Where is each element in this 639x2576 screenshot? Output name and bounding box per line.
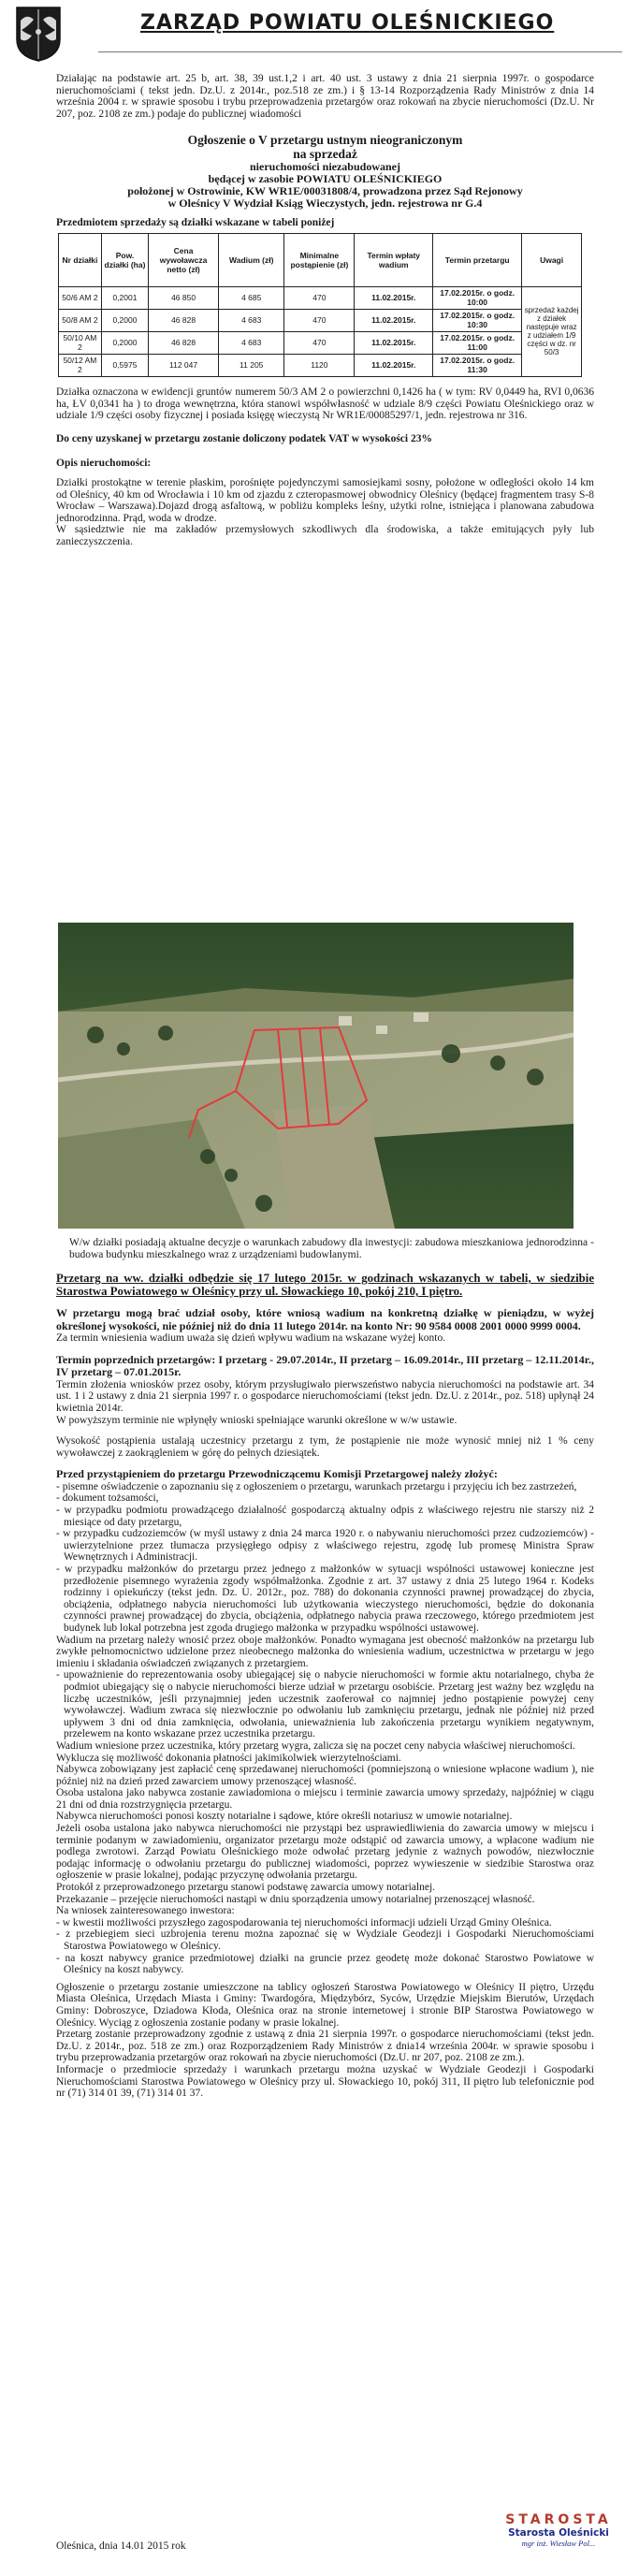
list-item: - upoważnienie do reprezentowania osoby ubiegającej się o nabycie nieruchomości w formie aktu notarialnego, chyba że podmiot ubiegający się o nabycie nieruchomości bierze udział w przetargu osobiście. Przetarg jest ważny bez względu na liczbę uczestników, jeśli przynajmniej jeden uczestnik zaoferował co najmniej jedno postąpienie powyżej ceny wywoławczej. Wadium zwraca się niezwłocznie po odwołaniu lub zamknięciu przetargu, jednak nie później niż przed upływem 3 dni od dnia zamknięcia, odwołania, unieważnienia lub zakończenia przetargu wynikiem negatywnym, przelewem na konto wskazane przez uczestnika przetargu. <box>56 1669 594 1740</box>
table-cell: 0,2001 <box>101 286 148 309</box>
deposit-date-paragraph: Za termin wniesienia wadium uważa się dzień wpływu wadium na wskazane wyżej konto. <box>56 1332 446 1345</box>
table-cell: 17.02.2015r. o godz. 11:00 <box>433 331 522 354</box>
auction-place-paragraph: Przetarg na ww. działki odbędzie się 17 lutego 2015r. w godzinach wskazanych w tabeli, w siedzibie Starostwa Powiatowego w Oleśnicy przy ul. Słowackiego 10, pokój 210, I piętro. <box>56 1272 594 1299</box>
table-cell: 470 <box>284 309 355 331</box>
deposit-paragraph: W przetargu mogą brać udział osoby, które wniosą wadium na konkretną działkę w pieniądzu, w wyżej określonej wysokości, nie później niż do dnia 11 lutego 2014r. na konto Nr: 90 9584 0008 2001 0000 9999 0004. <box>56 1306 594 1332</box>
vat-notice: Do ceny uzyskanej w przetargu zostanie doliczony podatek VAT w wysokości 23% <box>56 432 432 444</box>
table-row <box>59 354 582 376</box>
list-item: - na koszt nabywcy granice przedmiotowej działki na gruncie przez geodetę może dokonać Starostwo Powiatowe w Oleśnicy na koszt nabywcy. <box>56 1952 594 1976</box>
description-paragraph: Działki prostokątne w terenie płaskim, porośnięte pojedynczymi samosiejkami sosny, położone w odległości około 14 km od Oleśnicy, 40 km od Wrocławia i 10 km od zjazdu z czteropasmowej obwodnicy Oleśnicy (będącej fragmentem trasy S-8 Wrocław – Warszawa).Dojazd drogą asfaltową, w pobliżu kompleks leśny, użytki rolne, istniejąca i planowana zabudowa jednorodzinna. Prąd, woda w drodze. <box>56 476 594 524</box>
table-cell: 50/8 AM 2 <box>59 309 102 331</box>
signature: mgr inż. Wiesław Pol... <box>521 2539 596 2548</box>
list-item: Jeżeli osoba ustalona jako nabywca nieruchomości nie przystąpi bez usprawiedliwienia do zawarcia umowy w miejscu i terminie podanym w zawiadomieniu, organizator przetargu może odstąpić od zawarcia umowy, a wpłacone wadium nie podlega zwrotowi. Zarząd Powiatu Oleśnickiego może odwołać przetarg jedynie z ważnych powodów, niezwłocznie podając informację o odwołaniu przetargu do publicznej wiadomości, poprzez wywieszenie w siedzibie Starostwa oraz ogłoszenie w prasie lokalnej, podając przyczynę odwołania przetargu. <box>56 1823 594 1882</box>
list-item: - w przypadku małżonków do przetargu przez jednego z małżonków w sytuacji wspólności ustawowej konieczne jest przedłożenie pisemnego wyrażenia zgody współmałżonka. Zgodnie z art. 37 ustawy z dnia 25 lutego 1964 r. Kodeks rodzinny i opiekuńczy (tekst jedn. Dz. U. 2012r., poz. 788) do dokonania czynności prawnej prowadzącej do zbycia, obciążenia, odpłatnego nabycia nieruchomości lub użytkowania wieczystego nieruchomości, będzie do dokonania czynności prawnej prowadzącej do zbycia, obciążenia, odpłatnego nabycia prawa rzeczowego, którego przedmiotem jest budynek lub lokal potrzebna jest zgoda drugiego małżonka w przypadku wspólności ustawowej. <box>56 1564 594 1634</box>
table-cell: 0,5975 <box>101 354 148 376</box>
table-cell: 4 683 <box>219 309 284 331</box>
place-and-date: Oleśnica, dnia 14.01 2015 rok <box>56 2540 186 2552</box>
table-cell: 50/10 AM 2 <box>59 331 102 354</box>
table-cell: 50/12 AM 2 <box>59 354 102 376</box>
list-item: Na wniosek zainteresowanego inwestora: <box>56 1905 235 1917</box>
table-cell: 46 828 <box>149 309 219 331</box>
notice-title-sale: na sprzedaż <box>293 147 357 162</box>
list-item: Przekazanie – przejęcie nieruchomości nastąpi w dniu sporządzenia umowy notarialnej przenoszącej własność. <box>56 1893 535 1905</box>
table-cell: 112 047 <box>149 354 219 376</box>
list-item: Wadium wniesione przez uczestnika, który przetarg wygra, zalicza się na poczet ceny nabycia właściwej nieruchomości. <box>56 1739 575 1752</box>
legal-basis-paragraph: Działając na podstawie art. 25 b, art. 38, 39 ust.1,2 i art. 40 ust. 3 ustawy z dnia 21 sierpnia 1997r. o gospodarce nieruchomościami ( tekst jedn. Dz.U. z 2014r., poz.518 ze zm.) i § 13-14 Rozporządzenia Rady Ministrów z dnia 14 września 2004 r. w sprawie sposobu i trybu przeprowadzenia przetargów oraz rokowań na zbycie nieruchomości (Dz.U. Nr 207, poz. 2108 ze zm.) podaje do publicznej wiadomości <box>56 73 594 120</box>
notice-body-continued <box>56 1237 594 2100</box>
legal-procedure-paragraph: Przetarg zostanie przeprowadzony zgodnie z ustawą z dnia 21 sierpnia 1997r. o gospodarce nieruchomościami (tekst jedn. Dz.U. z 2014r., poz. 518 ze zm.) oraz Rozporządzeniem Rady Ministrów z dnia14 września 2004r. w sprawie sposobu i trybu przeprowadzania przetargów oraz rokowań na zbycie nieruchomości (Dz.U. nr 207, poz. 2108 ze zm.). <box>56 2029 594 2064</box>
table-cell: 4 685 <box>219 286 284 309</box>
column-header: Nr działki <box>59 233 102 286</box>
table-cell: 17.02.2015r. o godz. 10:00 <box>433 286 522 309</box>
document-header <box>0 0 639 73</box>
list-item: Osoba ustalona jako nabywca zostanie zawiadomiona o miejscu i terminie zawarcia umowy sprzedaży, najpóźniej w ciągu 21 dni od dnia rozstrzygnięcia przetargu. <box>56 1787 594 1811</box>
list-item: - w przypadku cudzoziemców (w myśl ustawy z dnia 24 marca 1920 r. o nabywaniu nieruchomości przez cudzoziemców) - uwierzytelnione przez tłumacza przysięgłego odpisy z właściwego rejestru, zgodę lub promesę Ministra Spraw Wewnętrznych i Administracji. <box>56 1528 594 1564</box>
stamp-title: STAROSTA <box>505 2512 612 2527</box>
table-cell: 11.02.2015r. <box>355 331 433 354</box>
notice-subtitle-owner: będącej w zasobie POWIATU OLEŚNICKIEGO <box>208 172 443 186</box>
list-item: Wyklucza się możliwość dokonania płatności jakimikolwiek wierzytelnościami. <box>56 1752 401 1764</box>
table-cell: 11.02.2015r. <box>355 309 433 331</box>
table-cell: 0,2000 <box>101 309 148 331</box>
list-item: - w przypadku podmiotu prowadzącego działalność gospodarczą aktualny odpis z właściwego rejestru nie starszy niż 2 miesiące od daty przetargu, <box>56 1505 594 1528</box>
table-cell: 11.02.2015r. <box>355 286 433 309</box>
aerial-photo <box>58 923 574 1229</box>
remarks-cell: sprzedaż każdej z działek następuje wraz z udziałem 1/9 części w dz. nr 50/3 <box>522 286 582 376</box>
priority-claims-result: W powyższym terminie nie wpłynęły wnioski spełniające warunki określone w w/w ustawie. <box>56 1414 457 1426</box>
table-cell: 46 850 <box>149 286 219 309</box>
table-cell: 1120 <box>284 354 355 376</box>
notice-subtitle-property: nieruchomości niezabudowanej <box>249 160 400 174</box>
bid-step-paragraph: Wysokość postąpienia ustalają uczestnicy przetargu z tym, że postąpienie nie może wynosić mniej niż 1 % ceny wywoławczej z zaokrągleniem w górę do pełnych dziesiątek. <box>56 1435 594 1459</box>
table-cell: 470 <box>284 286 355 309</box>
table-cell: 4 683 <box>219 331 284 354</box>
publication-paragraph: Ogłoszenie o przetargu zostanie umieszczone na tablicy ogłoszeń Starostwa Powiatowego w Oleśnicy II piętro, Urzędu Miasta Oleśnica, Urzędach Miasta i Gminy: Twardogóra, Międzybórz, Syców, Urzędzie Miejskim Bierutów, Urzędach Gminy: Dobroszyce, Dziadowa Kłoda, Oleśnica oraz na stronie internetowej i stronie BIP Starostwa Powiatowego w Oleśnicy. Wyciąg z ogłoszenia zostanie podany w prasie lokalnej. <box>56 1981 594 2029</box>
column-header: Termin wpłaty wadium <box>355 233 433 286</box>
table-cell: 470 <box>284 331 355 354</box>
table-row <box>59 286 582 309</box>
table-cell: 0,2000 <box>101 331 148 354</box>
table-cell: 46 828 <box>149 331 219 354</box>
list-item: Wadium na przetarg należy wnosić przez oboje małżonków. Ponadto wymagana jest obecność małżonków na przetargu lub zwykłe pełnomocnictwo udzielone przez nieobecnego małżonka do wniesienia wadium, uczestnictwa w przetargu w jego imieniu i składania oświadczeń związanych z przetargiem. <box>56 1634 594 1669</box>
shared-road-paragraph: Działka oznaczona w ewidencji gruntów numerem 50/3 AM 2 o powierzchni 0,1426 ha ( w tym: RV 0,0449 ha, RVI 0,0636 ha, ŁV 0,0341 ha ) to droga wewnętrzna, która stanowi współwłasność w udziale 8/9 części Powiatu Oleśnickiego oraz w udziale 1/9 części osoby fizycznej i posiada księgę wieczystą Nr WR1E/00085297/1, jedn. rejestrowa nr 316. <box>56 386 594 422</box>
table-row <box>59 309 582 331</box>
requirements-heading: Przed przystąpieniem do przetargu Przewodniczącemu Komisji Przetargowej należy złożyć: <box>56 1467 498 1481</box>
column-header: Cena wywoławcza netto (zł) <box>149 233 219 286</box>
table-cell: 11 205 <box>219 354 284 376</box>
table-cell: 17.02.2015r. o godz. 10:30 <box>433 309 522 331</box>
stamp-subtitle: Starosta Oleśnicki <box>508 2527 609 2539</box>
column-header: Termin przetargu <box>433 233 522 286</box>
zoning-decision-paragraph: W/w działki posiadają aktualne decyzje o warunkach zabudowy dla inwestycji: zabudowa mieszkaniowa jednorodzinna - budowa budynku mieszkalnego wraz z urządzeniami budowlanymi. <box>69 1237 594 1260</box>
neighbourhood-paragraph: W sąsiedztwie nie ma zakładów przemysłowych szkodliwych dla środowiska, a także emitujących pyły lub zanieczyszczenia. <box>56 524 594 547</box>
column-header: Wadium (zł) <box>219 233 284 286</box>
table-row <box>59 331 582 354</box>
coat-of-arms-icon <box>15 6 62 62</box>
description-heading: Opis nieruchomości: <box>56 458 152 470</box>
requirements-list <box>56 1481 594 1976</box>
list-item: - dokument tożsamości, <box>56 1492 159 1505</box>
table-caption: Przedmiotem sprzedaży są działki wskazane w tabeli poniżej <box>56 217 335 229</box>
column-header: Pow. działki (ha) <box>101 233 148 286</box>
list-item: Nabywca zobowiązany jest zapłacić cenę sprzedawanej nieruchomości (pomniejszoną o wniesione wpłacone wadium ), nie później niż na dzień przed zawarciem umowy przenoszącej własność. <box>56 1764 594 1787</box>
list-item: - z przebiegiem sieci uzbrojenia terenu można zapoznać się w Wydziale Geodezji i Gospodarki Nieruchomościami Starostwa Powiatowego w Oleśnicy. <box>56 1928 594 1952</box>
official-stamp <box>493 2512 624 2548</box>
notice-title: Ogłoszenie o V przetargu ustnym nieograniczonym <box>187 133 463 148</box>
notice-body <box>56 73 594 548</box>
previous-auctions-paragraph: Termin poprzednich przetargów: I przetarg - 29.07.2014r., II przetarg – 16.09.2014r., III przetarg – 12.11.2014r., IV przetarg – 07.01.2015r. <box>56 1352 594 1379</box>
priority-claims-paragraph: Termin złożenia wniosków przez osoby, którym przysługiwało pierwszeństwo nabycia nieruchomości na podstawie art. 34 ust. 1 i 2 ustawy z dnia 21 sierpnia 1997 r. o gospodarce nieruchomościami (tekst jedn. Dz.U. z 2014r., poz. 518) upłynął 24 kwietnia 2014r. <box>56 1378 594 1414</box>
table-cell: 11.02.2015r. <box>355 354 433 376</box>
table-cell: 17.02.2015r. o godz. 11:30 <box>433 354 522 376</box>
column-header: Minimalne postąpienie (zł) <box>284 233 355 286</box>
notice-subtitle-registry: w Oleśnicy V Wydział Ksiąg Wieczystych, jedn. rejestrowa nr G.4 <box>167 196 483 211</box>
list-item: Nabywca nieruchomości ponosi koszty notarialne i sądowe, które określi notariusz w umowie notarialnej. <box>56 1811 513 1823</box>
notice-subtitle-location: położonej w Ostrowinie, KW WR1E/00031808/4, prowadzona przez Sąd Rejonowy <box>127 184 523 198</box>
table-cell: 50/6 AM 2 <box>59 286 102 309</box>
list-item: - pisemne oświadczenie o zapoznaniu się z ogłoszeniem o przetargu, warunkach przetargu i przyjęciu ich bez zastrzeżeń, <box>56 1480 577 1492</box>
header-divider <box>98 51 622 52</box>
table-header-row <box>59 233 582 286</box>
list-item: Protokół z przeprowadzonego przetargu stanowi podstawę zawarcia umowy notarialnej. <box>56 1882 436 1894</box>
header-title: ZARZĄD POWIATU OLEŚNICKIEGO <box>140 11 555 35</box>
column-header: Uwagi <box>522 233 582 286</box>
contact-paragraph: Informacje o przedmiocie sprzedaży i warunkach przetargu można uzyskać w Wydziale Geodezji i Gospodarki Nieruchomościami Starostwa Powiatowego w Oleśnicy przy ul. Słowackiego 10, pokój 311, II piętro lub telefonicznie pod nr (71) 314 01 39, (71) 314 01 37. <box>56 2063 594 2100</box>
parcels-table <box>58 233 582 377</box>
list-item: - w kwestii możliwości przyszłego zagospodarowania tej nieruchomości informacji udzieli Urząd Gminy Oleśnica. <box>56 1916 552 1928</box>
